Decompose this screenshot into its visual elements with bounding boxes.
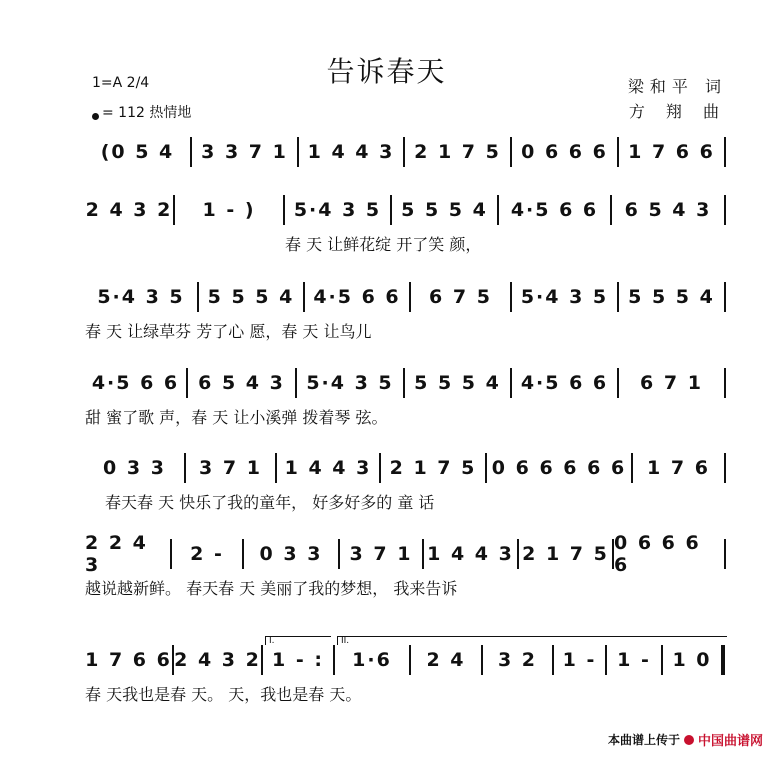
measure: 1 7 6 6 [85, 649, 172, 671]
lyricist-credit: 梁和平 词 [627, 77, 727, 96]
notes-row [85, 456, 730, 480]
measure: 4·5 6 6 [91, 372, 180, 394]
measure: 2 - [190, 543, 224, 565]
barline [724, 368, 726, 398]
measure: 2 4 3 2 [174, 649, 261, 671]
measure: 0 6 6 6 [521, 141, 608, 163]
lyrics-row: 春天春 天 快乐了我的童年， 好多好多的 童 话 [105, 493, 435, 512]
lyrics-row: 越说越新鲜。 春天春 天 美丽了我的梦想， 我来告诉 [85, 579, 458, 598]
measure: 4·5 6 6 [313, 286, 401, 308]
measure: 1·6 [352, 649, 392, 671]
notes-row [85, 648, 730, 672]
measure: (0 5 4 [100, 141, 175, 163]
tempo-marking [92, 102, 191, 122]
measure: 5·4 3 5 [306, 372, 394, 394]
measure: 1 - [562, 649, 597, 671]
measure: 2 4 3 2 [85, 199, 173, 221]
barline [724, 539, 726, 569]
measure: 2 1 7 5 [414, 141, 501, 163]
measure: 0 6 6 6 6 6 [491, 457, 627, 479]
lyrics-row: 春 天我也是春 天。 天，我也是春 天。 [85, 685, 362, 704]
site-logo-icon [684, 735, 694, 745]
measure: 6 7 1 [640, 372, 703, 394]
measure: 6 5 4 3 [624, 199, 712, 221]
barline [724, 137, 726, 167]
measure: 3 2 [497, 649, 538, 671]
measure: 1 7 6 [647, 457, 710, 479]
measure: 4·5 6 6 [510, 199, 599, 221]
barline [724, 453, 726, 483]
notes-row [85, 371, 730, 395]
measure: 0 6 6 6 6 [614, 532, 701, 576]
measure: 1 - : [272, 649, 324, 671]
measure: 2 4 [426, 649, 466, 671]
measure: 5·4 3 5 [520, 286, 609, 308]
measure: 4·5 6 6 [520, 372, 609, 394]
measure: 0 3 3 [103, 457, 166, 479]
measure: 3 3 7 1 [201, 141, 288, 163]
notes-row [85, 285, 730, 309]
measure: 3 7 1 [199, 457, 262, 479]
measure: 1 4 4 3 [427, 543, 514, 565]
notes-row [85, 140, 730, 164]
volta-bracket-1: I. [265, 636, 331, 645]
key-signature: 1=A 2/4 [92, 75, 150, 91]
barline [724, 282, 726, 312]
notes-row [85, 198, 730, 222]
measure: 6 5 4 3 [198, 372, 285, 394]
volta-bracket-2: II. [337, 636, 727, 645]
measure: 1 - [617, 649, 651, 671]
measure: 5 5 5 4 [401, 199, 488, 221]
barline [724, 195, 726, 225]
footer [608, 730, 763, 749]
notes-row [85, 532, 730, 576]
measure: 5 5 5 4 [414, 372, 501, 394]
final-barline [721, 645, 725, 675]
footer-text: 本曲谱上传于 [607, 733, 680, 747]
composer-credit: 方 翔 曲 [628, 102, 727, 121]
measure: 0 3 3 [259, 543, 323, 565]
measure: 5·4 3 5 [293, 199, 382, 221]
measure: 1 4 4 3 [284, 457, 372, 479]
lyrics-row: 春 天 让绿草芬 芳了心 愿，春 天 让鸟儿 [85, 322, 372, 341]
measure: 5 5 5 4 [628, 286, 715, 308]
measure: 1 0 [672, 649, 712, 671]
measure: 3 7 1 [349, 543, 413, 565]
measure: 2 1 7 5 [389, 457, 477, 479]
measure: 6 7 5 [429, 286, 492, 308]
measure: 1 - ) [202, 199, 256, 221]
measure: 1 4 4 3 [307, 141, 395, 163]
lyrics-row: 甜 蜜了歌 声，春 天 让小溪弹 拨着琴 弦。 [85, 408, 388, 427]
lyrics-row: 春 天 让鲜花绽 开了笑 颜， [285, 235, 482, 254]
tempo-text: = 112 热情地 [102, 105, 192, 121]
song-title: 告诉春天 [326, 55, 447, 88]
measure: 5·4 3 5 [97, 286, 185, 308]
measure: 2 1 7 5 [522, 543, 609, 565]
quarter-note-icon [92, 113, 99, 120]
site-logo[interactable]: 中国曲谱网 [697, 734, 763, 749]
measure: 1 7 6 6 [628, 141, 715, 163]
measure: 5 5 5 4 [207, 286, 295, 308]
measure: 2 2 4 3 [85, 532, 148, 576]
